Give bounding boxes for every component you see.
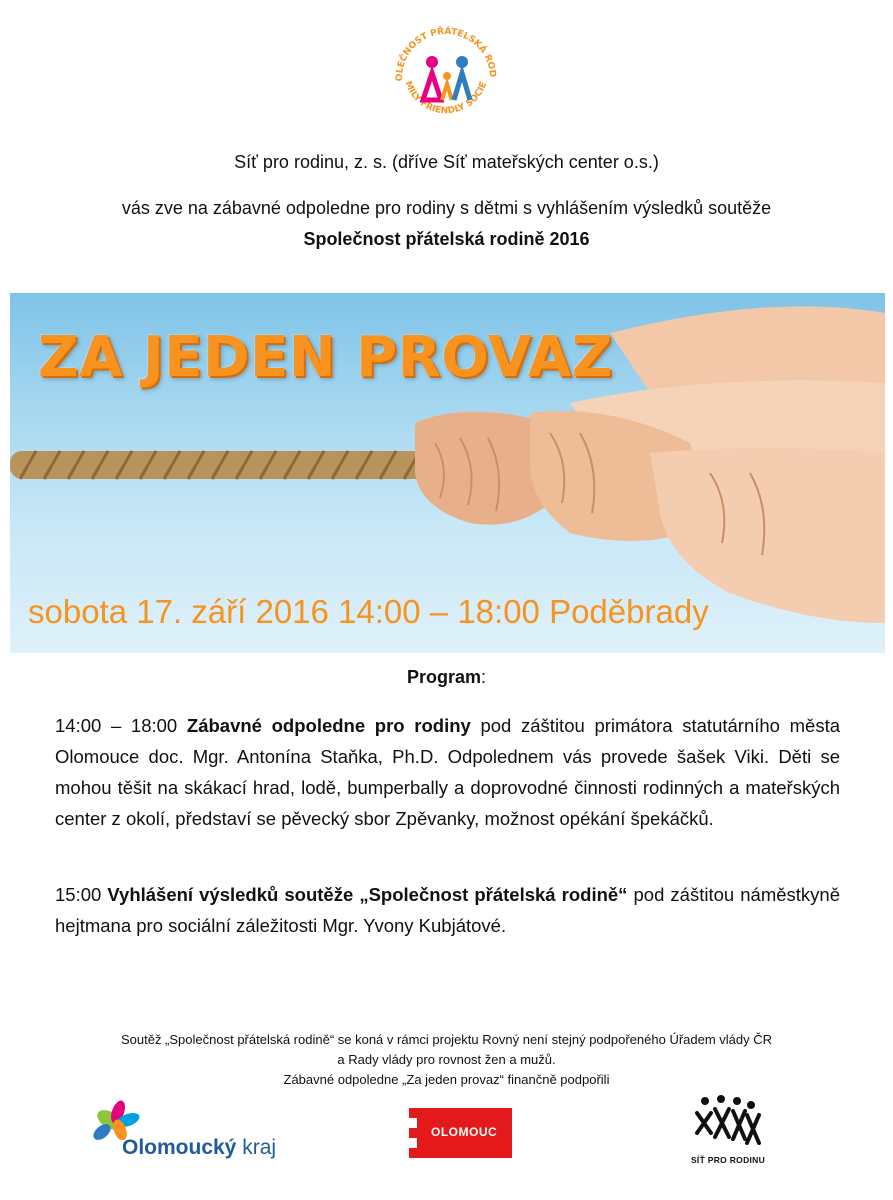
people-network-icon <box>683 1093 773 1153</box>
program-heading-text: Program <box>406 667 481 687</box>
program-heading-colon: : <box>481 667 487 687</box>
family-friendly-society-logo <box>388 18 504 134</box>
olomoucky-kraj-bold: Olomoucký <box>122 1136 237 1159</box>
program-item-1 <box>55 710 840 834</box>
program-item-2-time: 15:00 <box>55 884 108 905</box>
event-date-line: sobota 17. září 2016 14:00 – 18:00 Poděbrady <box>28 593 709 630</box>
flower-icon <box>80 1100 140 1140</box>
program-item-2-title: Vyhlášení výsledků soutěže „Společnost přátelská rodině“ <box>107 884 628 905</box>
banner-title: ZA JEDEN PROVAZ <box>38 325 613 390</box>
organizer-line: Síť pro rodinu, z. s. (dříve Síť mateřských center o.s.) <box>234 152 659 172</box>
svg-text:FAMILY FRIENDLY SOCIETY: MILY FRIENDLY SOCIE <box>402 79 490 117</box>
olomouc-emblem-icon <box>397 1108 427 1158</box>
invitation-line: vás zve na zábavné odpoledne pro rodiny s dětmi s vyhlášením výsledků soutěže <box>121 198 772 218</box>
program-item-1-title: Zábavné odpoledne pro rodiny <box>186 715 471 736</box>
program-item-1-text: pod záštitou primátora statutárního města Olomouce doc. Mgr. Antonína Staňka, Ph.D. Odpolednem vás provede šašek Viki. Děti se mohou těšit na skákací hrad, lodě, bumperbally a doprovodné činnosti rodinných a mateřských center z okolí, představí se pěvecký sbor Zpěvanky, možnost opékání špekáčků. <box>55 715 840 829</box>
olomoucky-kraj-logo <box>78 1100 298 1168</box>
program-item-1-time: 14:00 – 18:00 <box>55 715 187 736</box>
olomoucky-kraj-light: kraj <box>236 1136 277 1159</box>
footer-line-3: Zábavné odpoledne „Za jeden provaz“ finančně podpořili <box>283 1072 610 1087</box>
svg-text:SPOLEČNOST PŘÁTELSKÁ RODINĚ: OLEČNOST PŘÁTELSKÁ ROD <box>394 26 498 82</box>
olomouc-city-logo <box>397 1108 512 1158</box>
program-item-2 <box>55 879 840 941</box>
olomouc-city-name: OLOMOUC <box>431 1125 498 1139</box>
sit-pro-rodinu-logo <box>683 1093 773 1173</box>
footer-line-2: a Rady vlády pro rovnost žen a mužů. <box>337 1052 556 1067</box>
footer-line-1: Soutěž „Společnost přátelská rodině“ se koná v rámci projektu Rovný není stejný podpořeného Úřadem vlády ČR <box>120 1032 773 1047</box>
sit-pro-rodinu-name: SÍŤ PRO RODINU <box>690 1155 766 1165</box>
program-item-2-text: pod záštitou náměstkyně hejtmana pro sociální záležitosti Mgr. Yvony Kubjátové. <box>55 884 841 936</box>
contest-name: Společnost přátelská rodině 2016 <box>303 229 590 249</box>
program-heading <box>0 667 893 688</box>
olomoucky-kraj-name <box>122 1136 276 1160</box>
banner-image <box>10 293 885 653</box>
